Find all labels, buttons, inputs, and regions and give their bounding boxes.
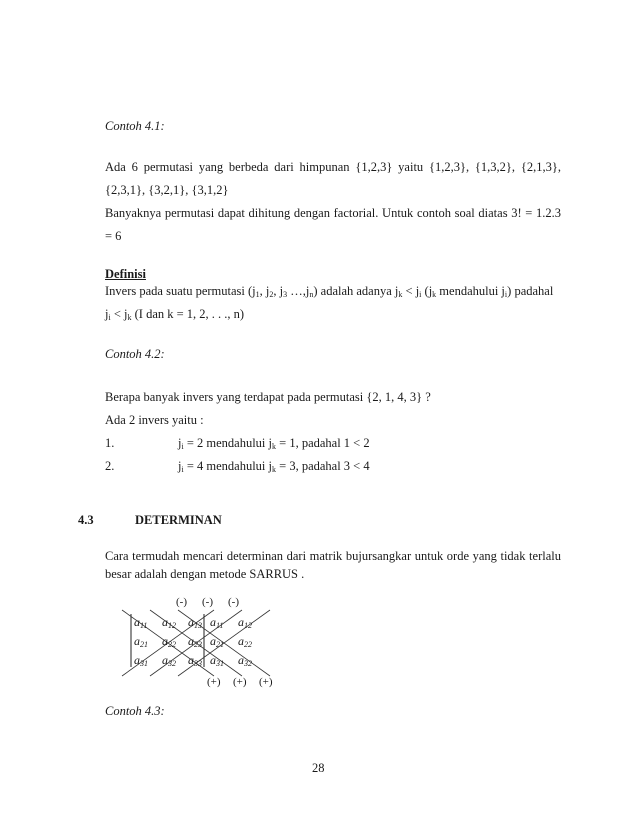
definisi-line-2: $j_i < j_k$ (I dan k = 1, 2, . . ., n): [105, 307, 245, 322]
contoh-4-2-question: Berapa banyak invers yang terdapat pada permutasi {2, 1, 4, 3} ?: [105, 390, 431, 404]
contoh-4-1-line-4: = 6: [105, 229, 122, 243]
minus-sign-2: (-): [202, 596, 213, 608]
contoh-4-1-line-3: Banyaknya permutasi dapat dihitung dengan factorial. Untuk contoh soal diatas 3! = 1.2.3: [105, 206, 561, 220]
matrix-cell: $a_{32}$: [162, 653, 176, 668]
inverse-item-2-text: $j_i = 4$ mendahului $j_k = 3$, padahal 3 < 4: [178, 459, 370, 474]
section-title: DETERMINAN: [135, 513, 222, 527]
definisi-line-1: Invers pada suatu permutasi ($j_1$, $j_2$, $j_3$ $\dots,j_n$) adalah adanya $j_k < j_i$ ($j_k$ mendahului $j_i$) padahal: [105, 284, 554, 299]
inverse-item-1-number: 1.: [105, 436, 115, 450]
page-number: 28: [312, 761, 325, 775]
matrix-cell: $a_{31}$: [134, 653, 148, 668]
matrix-cell: $a_{12}$: [238, 615, 252, 630]
determinan-paragraph-line-1: Cara termudah mencari determinan dari matrik bujursangkar untuk orde yang tidak terlalu: [105, 549, 561, 563]
matrix-cell: $a_{22}$: [162, 634, 176, 649]
matrix-cell: $a_{11}$: [134, 615, 148, 630]
matrix-cell: $a_{21}$: [134, 634, 148, 649]
contoh-4-1-title: Contoh 4.1:: [105, 119, 165, 133]
matrix-cell: $a_{21}$: [210, 634, 224, 649]
contoh-4-1-line-1: Ada 6 permutasi yang berbeda dari himpunan {1,2,3} yaitu {1,2,3}, {1,3,2}, {2,1,3},: [105, 160, 561, 174]
contoh-4-1-line-2: {2,3,1}, {3,2,1}, {3,1,2}: [105, 183, 229, 197]
matrix-cell: $a_{11}$: [210, 615, 224, 630]
inverse-item-2-number: 2.: [105, 459, 115, 473]
minus-sign-1: (-): [176, 596, 187, 608]
determinan-paragraph-line-2: besar adalah dengan metode SARRUS .: [105, 567, 305, 581]
plus-sign-1: (+): [207, 676, 221, 688]
matrix-cell: $a_{23}$: [188, 634, 202, 649]
matrix-cell: $a_{13}$: [188, 615, 202, 630]
plus-sign-3: (+): [259, 676, 273, 688]
matrix-cell: $a_{33}$: [188, 653, 202, 668]
inverse-item-1-text: $j_i = 2$ mendahului $j_k = 1$, padahal 1 < 2: [178, 436, 370, 451]
plus-sign-2: (+): [233, 676, 247, 688]
matrix-cell: $a_{31}$: [210, 653, 224, 668]
matrix-cell: $a_{12}$: [162, 615, 176, 630]
matrix-cell: $a_{22}$: [238, 634, 252, 649]
contoh-4-3-title: Contoh 4.3:: [105, 704, 165, 718]
section-number: 4.3: [78, 513, 94, 527]
matrix-cell: $a_{32}$: [238, 653, 252, 668]
contoh-4-2-title: Contoh 4.2:: [105, 347, 165, 361]
definisi-title: Definisi: [105, 267, 146, 281]
minus-sign-3: (-): [228, 596, 239, 608]
contoh-4-2-answer: Ada 2 invers yaitu :: [105, 413, 204, 427]
